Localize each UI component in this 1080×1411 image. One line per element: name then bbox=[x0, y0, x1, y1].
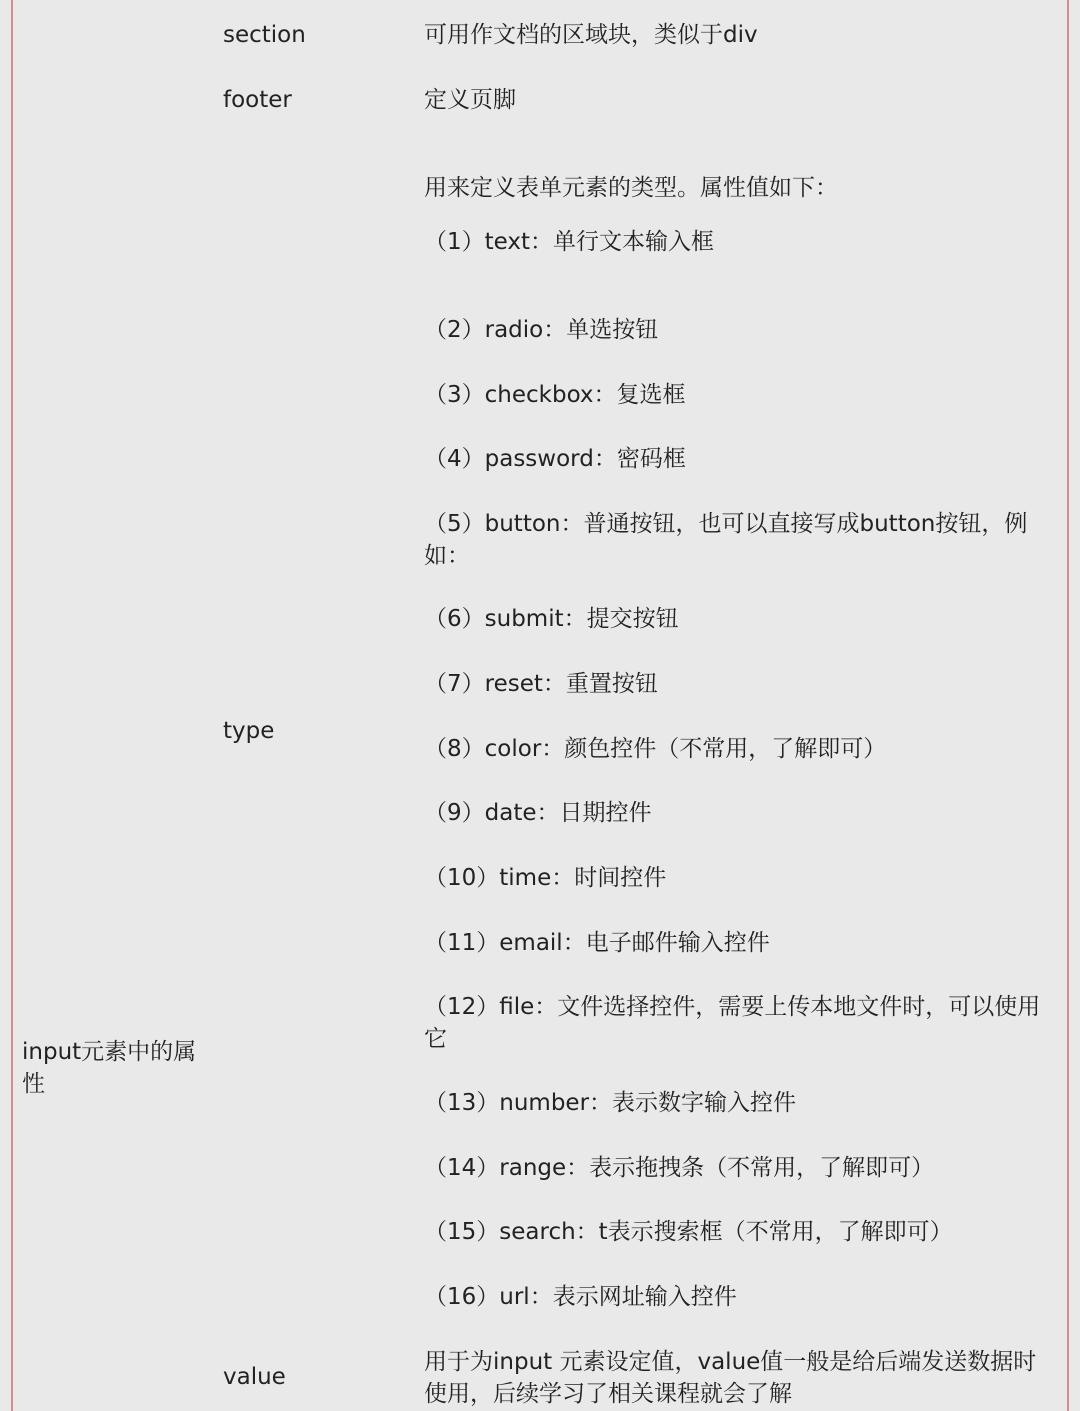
attr-desc-section: 可用作文档的区域块，类似于div bbox=[424, 22, 758, 48]
type-option: （11）email：电子邮件输入控件 bbox=[424, 930, 770, 956]
type-option: （12）file：文件选择控件，需要上传本地文件时，可以使用它 bbox=[424, 994, 1041, 1052]
table-border-left bbox=[11, 0, 13, 1411]
attr-name-value: value bbox=[223, 1364, 286, 1390]
attr-name-type: type bbox=[223, 718, 275, 744]
attr-name-section: section bbox=[223, 22, 306, 48]
group-label-input-attributes: input元素中的属性 bbox=[22, 1039, 197, 1097]
attr-desc-footer: 定义页脚 bbox=[424, 87, 516, 113]
type-option: （5）button：普通按钮，也可以直接写成button按钮，例如： bbox=[424, 511, 1028, 569]
type-intro: 用来定义表单元素的类型。属性值如下： bbox=[424, 175, 838, 201]
attr-name-footer: footer bbox=[223, 87, 292, 113]
type-option: （10）time：时间控件 bbox=[424, 865, 667, 891]
table-border-right bbox=[1067, 0, 1069, 1411]
type-option: （13）number：表示数字输入控件 bbox=[424, 1090, 797, 1116]
type-option: （9）date：日期控件 bbox=[424, 800, 652, 826]
type-option: （7）reset：重置按钮 bbox=[424, 671, 658, 697]
type-option: （4）password：密码框 bbox=[424, 446, 686, 472]
type-option: （14）range：表示拖拽条（不常用，了解即可） bbox=[424, 1155, 935, 1181]
type-option: （15）search：t表示搜索框（不常用，了解即可） bbox=[424, 1219, 953, 1245]
type-option: （16）url：表示网址输入控件 bbox=[424, 1284, 737, 1310]
type-option: （6）submit：提交按钮 bbox=[424, 606, 679, 632]
type-option: （2）radio：单选按钮 bbox=[424, 317, 659, 343]
attr-desc-value: 用于为input 元素设定值，value值一般是给后端发送数据时使用，后续学习了相关课程就会了解 bbox=[424, 1349, 1037, 1407]
type-option: （1）text：单行文本输入框 bbox=[424, 229, 715, 255]
type-option: （3）checkbox：复选框 bbox=[424, 382, 686, 408]
type-option: （8）color：颜色控件（不常用，了解即可） bbox=[424, 736, 887, 762]
